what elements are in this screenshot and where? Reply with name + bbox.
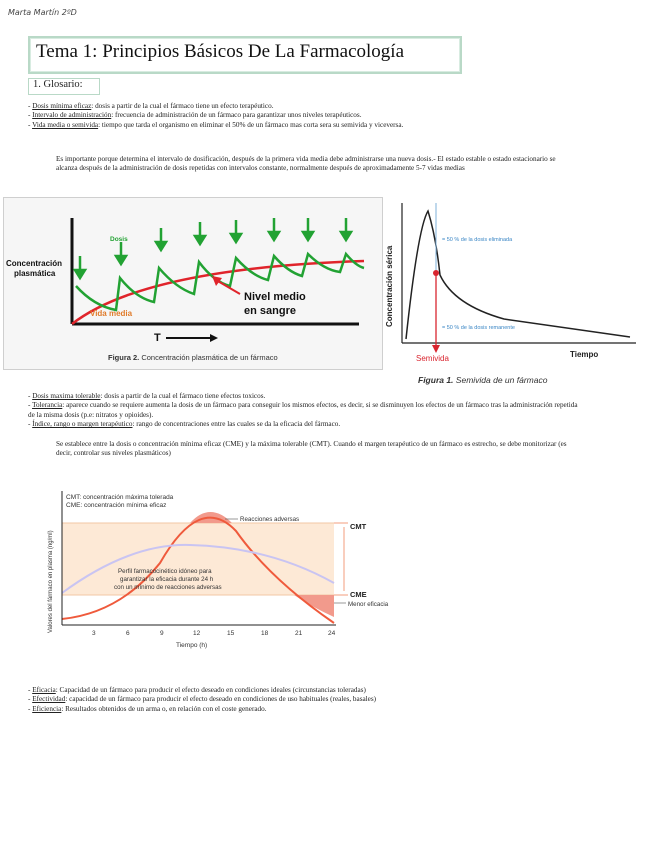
- x-axis-label: Tiempo (h): [176, 642, 208, 649]
- page-title: Tema 1: Principios Básicos De La Farmacología: [36, 41, 405, 62]
- definition-text: : frecuencia de administración de un fármaco para garantizar unos niveles terapéuticos.: [111, 111, 362, 120]
- avg-arrow: [216, 280, 240, 294]
- definition-term: Eficacia: [32, 686, 56, 694]
- definition-item: - Intervalo de administración: frecuencia de administración de un fármaco para garantizar unos niveles terapéuticos.: [28, 111, 362, 120]
- y-axis-label: Valores del fármaco en plasma (ng/ml): [48, 530, 54, 633]
- bottom-note: = 50 % de la dosis remanente: [442, 325, 515, 331]
- definition-item: - Efectividad: capacidad de un fármaco para producir el efecto deseado en condiciones de uso habituales (reales, basales): [28, 695, 377, 704]
- x-tick: 12: [193, 630, 201, 637]
- y-label-2: plasmática: [14, 269, 56, 278]
- author-signature: Marta Martín 2ºD: [8, 8, 77, 17]
- definition-text: : dosis a partir de la cual el fármaco tiene un efecto terapéutico.: [91, 102, 274, 110]
- t-arrowhead: [210, 334, 218, 342]
- profile-label-3: con un mínimo de reacciones adversas: [114, 584, 222, 591]
- average-label-1: Nivel medio: [244, 291, 306, 303]
- adverse-label: Reacciones adversas: [240, 516, 300, 523]
- figure-2-caption: Figura 2. Concentración plasmática de un fármaco: [108, 353, 278, 362]
- figure-therapeutic-window: [40, 483, 420, 658]
- average-label-2: en sangre: [244, 305, 296, 317]
- x-tick: 24: [328, 630, 336, 637]
- definition-term: Índice, rango o margen terapéutico: [32, 420, 133, 429]
- t-label: T: [154, 332, 161, 344]
- definition-term: Vida media o semivida: [32, 120, 99, 129]
- figure-1-graphic: [384, 197, 640, 387]
- x-tick: 9: [160, 630, 164, 637]
- figure-half-life: [384, 197, 640, 387]
- semivida-label: Semivida: [416, 354, 449, 363]
- x-tick: 15: [227, 630, 235, 637]
- x-tick: 3: [92, 630, 96, 637]
- legend-cmt: CMT: concentración máxima tolerada: [66, 494, 174, 501]
- time-label: Tiempo: [570, 350, 599, 359]
- cmt-label: CMT: [350, 522, 367, 531]
- definition-term: Tolerancia: [32, 401, 63, 410]
- definition-text: : capacidad de un fármaco para producir el efecto deseado en condiciones de uso habituales (reales, basales): [65, 695, 377, 704]
- definition-text: : rango de concentraciones entre las cuales se da la eficacia del fármaco.: [132, 420, 341, 429]
- x-tick: 21: [295, 630, 303, 637]
- definition-item: - Eficiencia: Resultados obtenidos de un arma o, en relación con el coste generado.: [28, 704, 267, 713]
- legend-cme: CME: concentración mínima eficaz: [66, 502, 167, 509]
- serum-curve: [406, 211, 630, 339]
- therapeutic-margin-note: Se establece entre la dosis o concentración mínima eficaz (CME) y la máxima tolerable (CMT). Cuando el margen terapéutico de un fármaco es estrecho, se debe monitorizar (es decir, controlar sus niveles plasmáticos): [56, 440, 567, 458]
- section-heading: 1. Glosario:: [33, 79, 83, 90]
- definitions-block-3: [28, 686, 608, 714]
- x-tick: 6: [126, 630, 130, 637]
- definition-term: Dosis maxima tolerable: [32, 392, 101, 400]
- x-ticks: [92, 630, 336, 637]
- title-box: [28, 36, 462, 74]
- definition-item: - Dosis mínima eficaz: dosis a partir de la cual el fármaco tiene un efecto terapéutico.: [28, 102, 274, 110]
- definition-item: - Índice, rango o margen terapéutico: rango de concentraciones entre las cuales se da la eficacia del fármaco.: [28, 420, 341, 429]
- dose-arrows: [75, 218, 351, 278]
- figure-3-graphic: [40, 483, 420, 658]
- figure-plasma-concentration: [3, 197, 383, 370]
- half-life-label: Vida media: [90, 309, 133, 318]
- definition-text: : tiempo que tarda el organismo en eliminar el 50% de un fármaco mas corta sera su semivida y viceversa.: [98, 120, 404, 129]
- half-life-arrowhead: [432, 345, 440, 353]
- profile-label-2: garantizar la eficacia durante 24 h: [120, 576, 214, 583]
- section-box: [28, 78, 100, 95]
- definition-text: : dosis a partir de la cual el fármaco tiene efectos toxicos.: [100, 392, 266, 400]
- profile-label-1: Perfil farmacocinético idóneo para: [118, 568, 212, 575]
- figure-2-graphic: [4, 198, 382, 369]
- definition-term: Efectividad: [32, 695, 66, 704]
- x-tick: 18: [261, 630, 269, 637]
- cme-label: CME: [350, 590, 367, 599]
- definition-term: Dosis mínima eficaz: [32, 102, 92, 110]
- definition-item: - Vida media o semivida: tiempo que tarda el organismo en eliminar el 50% de un fármaco mas corta sera su semivida y viceversa.: [28, 120, 404, 129]
- definition-term: Eficiencia: [32, 704, 62, 713]
- definitions-block-2: [28, 392, 580, 430]
- figure-1-caption: Figura 1. Semivida de un fármaco: [418, 375, 548, 385]
- definition-text: : Resultados obtenidos de un arma o, en relación con el coste generado.: [61, 704, 267, 713]
- half-life-note: Es importante porque determina el intervalo de dosificación, después de la primera vida media debe administrarse una nueva dosis.- El estado estable o estado estacionario se alcanza después de la administración de dosis repetidas con intervalos constante, normalmente después de aproximadamente 5-7 vidas medias: [56, 155, 556, 173]
- y-label-1: Concentración: [6, 259, 63, 268]
- definition-text: : aparece cuando se requiere aumenta la dosis de un fármaco para conseguir los mismos efectos, es decir, si se disminuyen los efectos de un fármaco tras la administración repetida de la misma dosis (p.e: nitratos y opioides).: [28, 401, 578, 419]
- top-note: = 50 % de la dosis eliminada: [442, 237, 513, 243]
- definition-text: : Capacidad de un fármaco para producir el efecto deseado en condiciones ideales (circunstancias toleradas): [55, 686, 366, 694]
- definitions-block-1: [28, 102, 580, 130]
- definition-term: Intervalo de administración: [32, 111, 112, 120]
- definition-item: - Tolerancia: aparece cuando se requiere aumenta la dosis de un fármaco para conseguir los mismos efectos, es decir, si se disminuyen los efectos de un fármaco tras la administración repetida de la misma dosis (p.e: nitratos y opioides).: [28, 401, 578, 419]
- low-efficacy-label: Menor eficacia: [348, 601, 389, 608]
- y-axis-label: Concentración sérica: [385, 245, 394, 327]
- definition-item: - Eficacia: Capacidad de un fármaco para producir el efecto deseado en condiciones ideales (circunstancias toleradas): [28, 686, 366, 694]
- dose-label: Dosis: [110, 236, 128, 243]
- definition-item: - Dosis maxima tolerable: dosis a partir de la cual el fármaco tiene efectos toxicos.: [28, 392, 266, 400]
